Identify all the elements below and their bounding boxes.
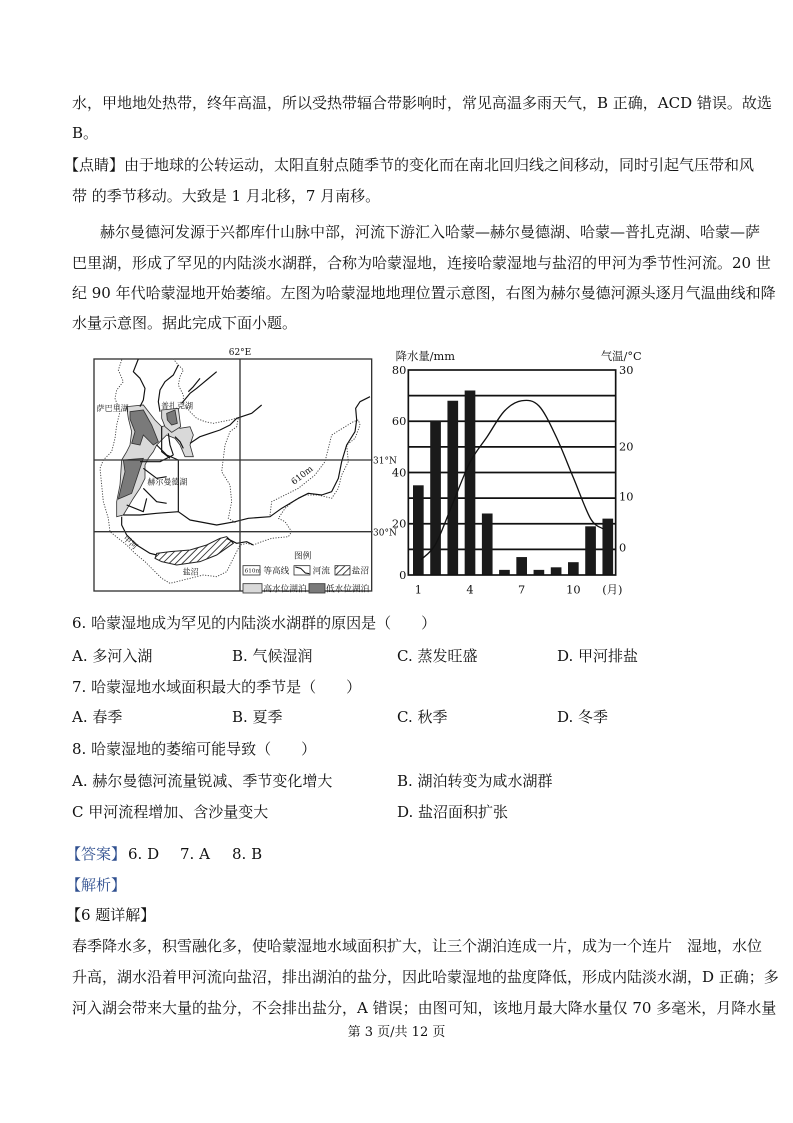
contour-610m-label: 610m [289,464,316,488]
lake-helmand-label: 赫尔曼德湖 [147,477,188,487]
question-8-option-a: A. 赫尔曼德河流量锐减、季节变化增大 [72,772,333,790]
y-tick: 80 [391,363,407,377]
wetland-location-map [90,345,397,600]
y2-tick: 30 [619,363,634,377]
latitude-31-label: 31°N [373,456,397,467]
question-8-option-d: D. 盐沼面积扩张 [397,803,509,821]
analysis-line: 春季降水多，积雪融化多，使哈蒙湿地水域面积扩大，让三个湖泊连成一片，成为一个连片 湿地，水位 [72,937,763,955]
climate-chart [375,345,645,600]
answer-item: 6. D [128,845,160,863]
precipitation-bar [482,514,493,576]
right-axis-ticks [619,363,633,555]
precipitation-bar [447,401,458,575]
jia-river-label: 甲河 [121,533,140,552]
passage-line: 巴里湖，形成了罕见的内陆淡水湖群，合称为哈蒙湿地，连接哈蒙湿地与盐沼的甲河为季节性河流。20 世 [72,254,771,272]
passage-line: 纪 90 年代哈蒙湿地开始萎缩。左图为哈蒙湿地地理位置示意图，右图为赫尔曼德河源头逐月气温曲线和降 [72,284,776,302]
analysis-line: 升高，湖水沿着甲河流向盐沼，排出湖泊的盐分，因此哈蒙湿地的盐度降低，形成内陆淡水湖，D 正确；多 [72,968,779,986]
question-8-option-c: C 甲河流程增加、含沙量变大 [72,803,269,821]
y-tick: 60 [391,414,407,428]
legend-low-lake-swatch [309,584,325,593]
precipitation-axis-title: 降水量/mm [395,349,455,363]
precipitation-bar [551,567,562,575]
precipitation-bar [602,519,613,575]
answer-label: 【答案】 [66,845,127,863]
question-7-option-b: B. 夏季 [232,708,283,726]
precipitation-bar [516,557,527,575]
x-tick: 10 [566,582,581,597]
longitude-label: 62°E [228,348,252,358]
legend-title: 图例 [294,551,312,562]
answer-item: 8. B [232,845,263,863]
intro-line: B。 [72,124,99,142]
legend-river-label: 河流 [312,566,330,577]
latitude-30-label: 30°N [373,528,397,539]
chart-bars [413,391,613,576]
y-tick: 0 [399,568,407,582]
temperature-axis-title: 气温/°C [600,349,642,363]
answer-item: 7. A [180,845,210,863]
legend-salt-marsh-swatch [335,566,350,575]
legend-contour-sample: 610m [244,568,261,575]
salt-marsh-label: 盐沼 [182,567,199,577]
question-7-stem: 7. 哈蒙湿地水域面积最大的季节是（ ） [72,678,362,696]
analysis-label: 【解析】 [66,876,127,894]
question-7-option-c: C. 秋季 [397,708,448,726]
precipitation-bar [568,562,579,575]
question-8-stem: 8. 哈蒙湿地的萎缩可能导致（ ） [72,740,317,758]
y2-tick: 10 [619,489,634,504]
y-tick: 20 [391,516,407,531]
tip-line: 带 的季节移动。大致是 1 月北移，7 月南移。 [72,187,381,205]
legend-low-lake-label: 低水位湖泊 [326,584,370,595]
x-tick: 1 [414,582,422,597]
question-8-option-b: B. 湖泊转变为咸水湖群 [397,772,553,790]
passage-line: 赫尔曼德河发源于兴都库什山脉中部，河流下游汇入哈蒙—赫尔曼德湖、哈蒙—普扎克湖、哈蒙—萨 [100,223,761,241]
passage-line: 水量示意图。据此完成下面小题。 [72,314,298,332]
precipitation-bar [465,391,476,576]
tip-line: 【点睛】由于地球的公转运动，太阳直射点随季节的变化而在南北回归线之间移动，同时引起气压带和风 [64,156,755,174]
x-tick: 4 [466,582,474,597]
lake-puzak-label: 普扎克湖 [161,401,193,411]
legend-contour-label: 等高线 [263,566,290,577]
left-axis-ticks [392,363,406,582]
legend-salt-marsh-label: 盐沼 [351,566,369,577]
question-6-option-a: A. 多河入湖 [72,647,153,665]
question-6-option-d: D. 甲河排盐 [557,647,639,665]
question-6-detail-label: 【6 题详解】 [66,906,156,924]
lake-saba-label: 萨巴里湖 [96,404,129,413]
question-7-option-a: A. 春季 [72,708,123,726]
y2-tick: 20 [619,439,634,454]
y2-tick: 0 [619,540,627,555]
question-7-option-d: D. 冬季 [557,708,609,726]
intro-line: 水，甲地地处热带，终年高温，所以受热带辐合带影响时，常见高温多雨天气，B 正确，ACD 错误。故选 [72,94,772,112]
question-6-option-b: B. 气候湿润 [232,647,313,665]
y-tick: 40 [391,465,407,480]
precipitation-bar [585,526,596,575]
legend-high-lake-swatch [243,584,262,593]
precipitation-bar [430,421,441,575]
x-unit-label: (月) [602,582,623,597]
question-6-option-c: C. 蒸发旺盛 [397,647,478,665]
precipitation-bar [413,485,424,575]
legend-high-lake-label: 高水位湖泊 [263,584,307,595]
analysis-line: 河入湖会带来大量的盐分，不会排出盐分，A 错误；由图可知，该地月最大降水量仅 70 多毫米，月降水量 [72,999,777,1017]
page-footer: 第 3 页/共 12 页 [347,1025,446,1040]
question-6-stem: 6. 哈蒙湿地成为罕见的内陆淡水湖群的原因是（ ） [72,614,437,632]
x-tick: 7 [518,582,526,597]
x-axis-ticks [415,582,623,596]
